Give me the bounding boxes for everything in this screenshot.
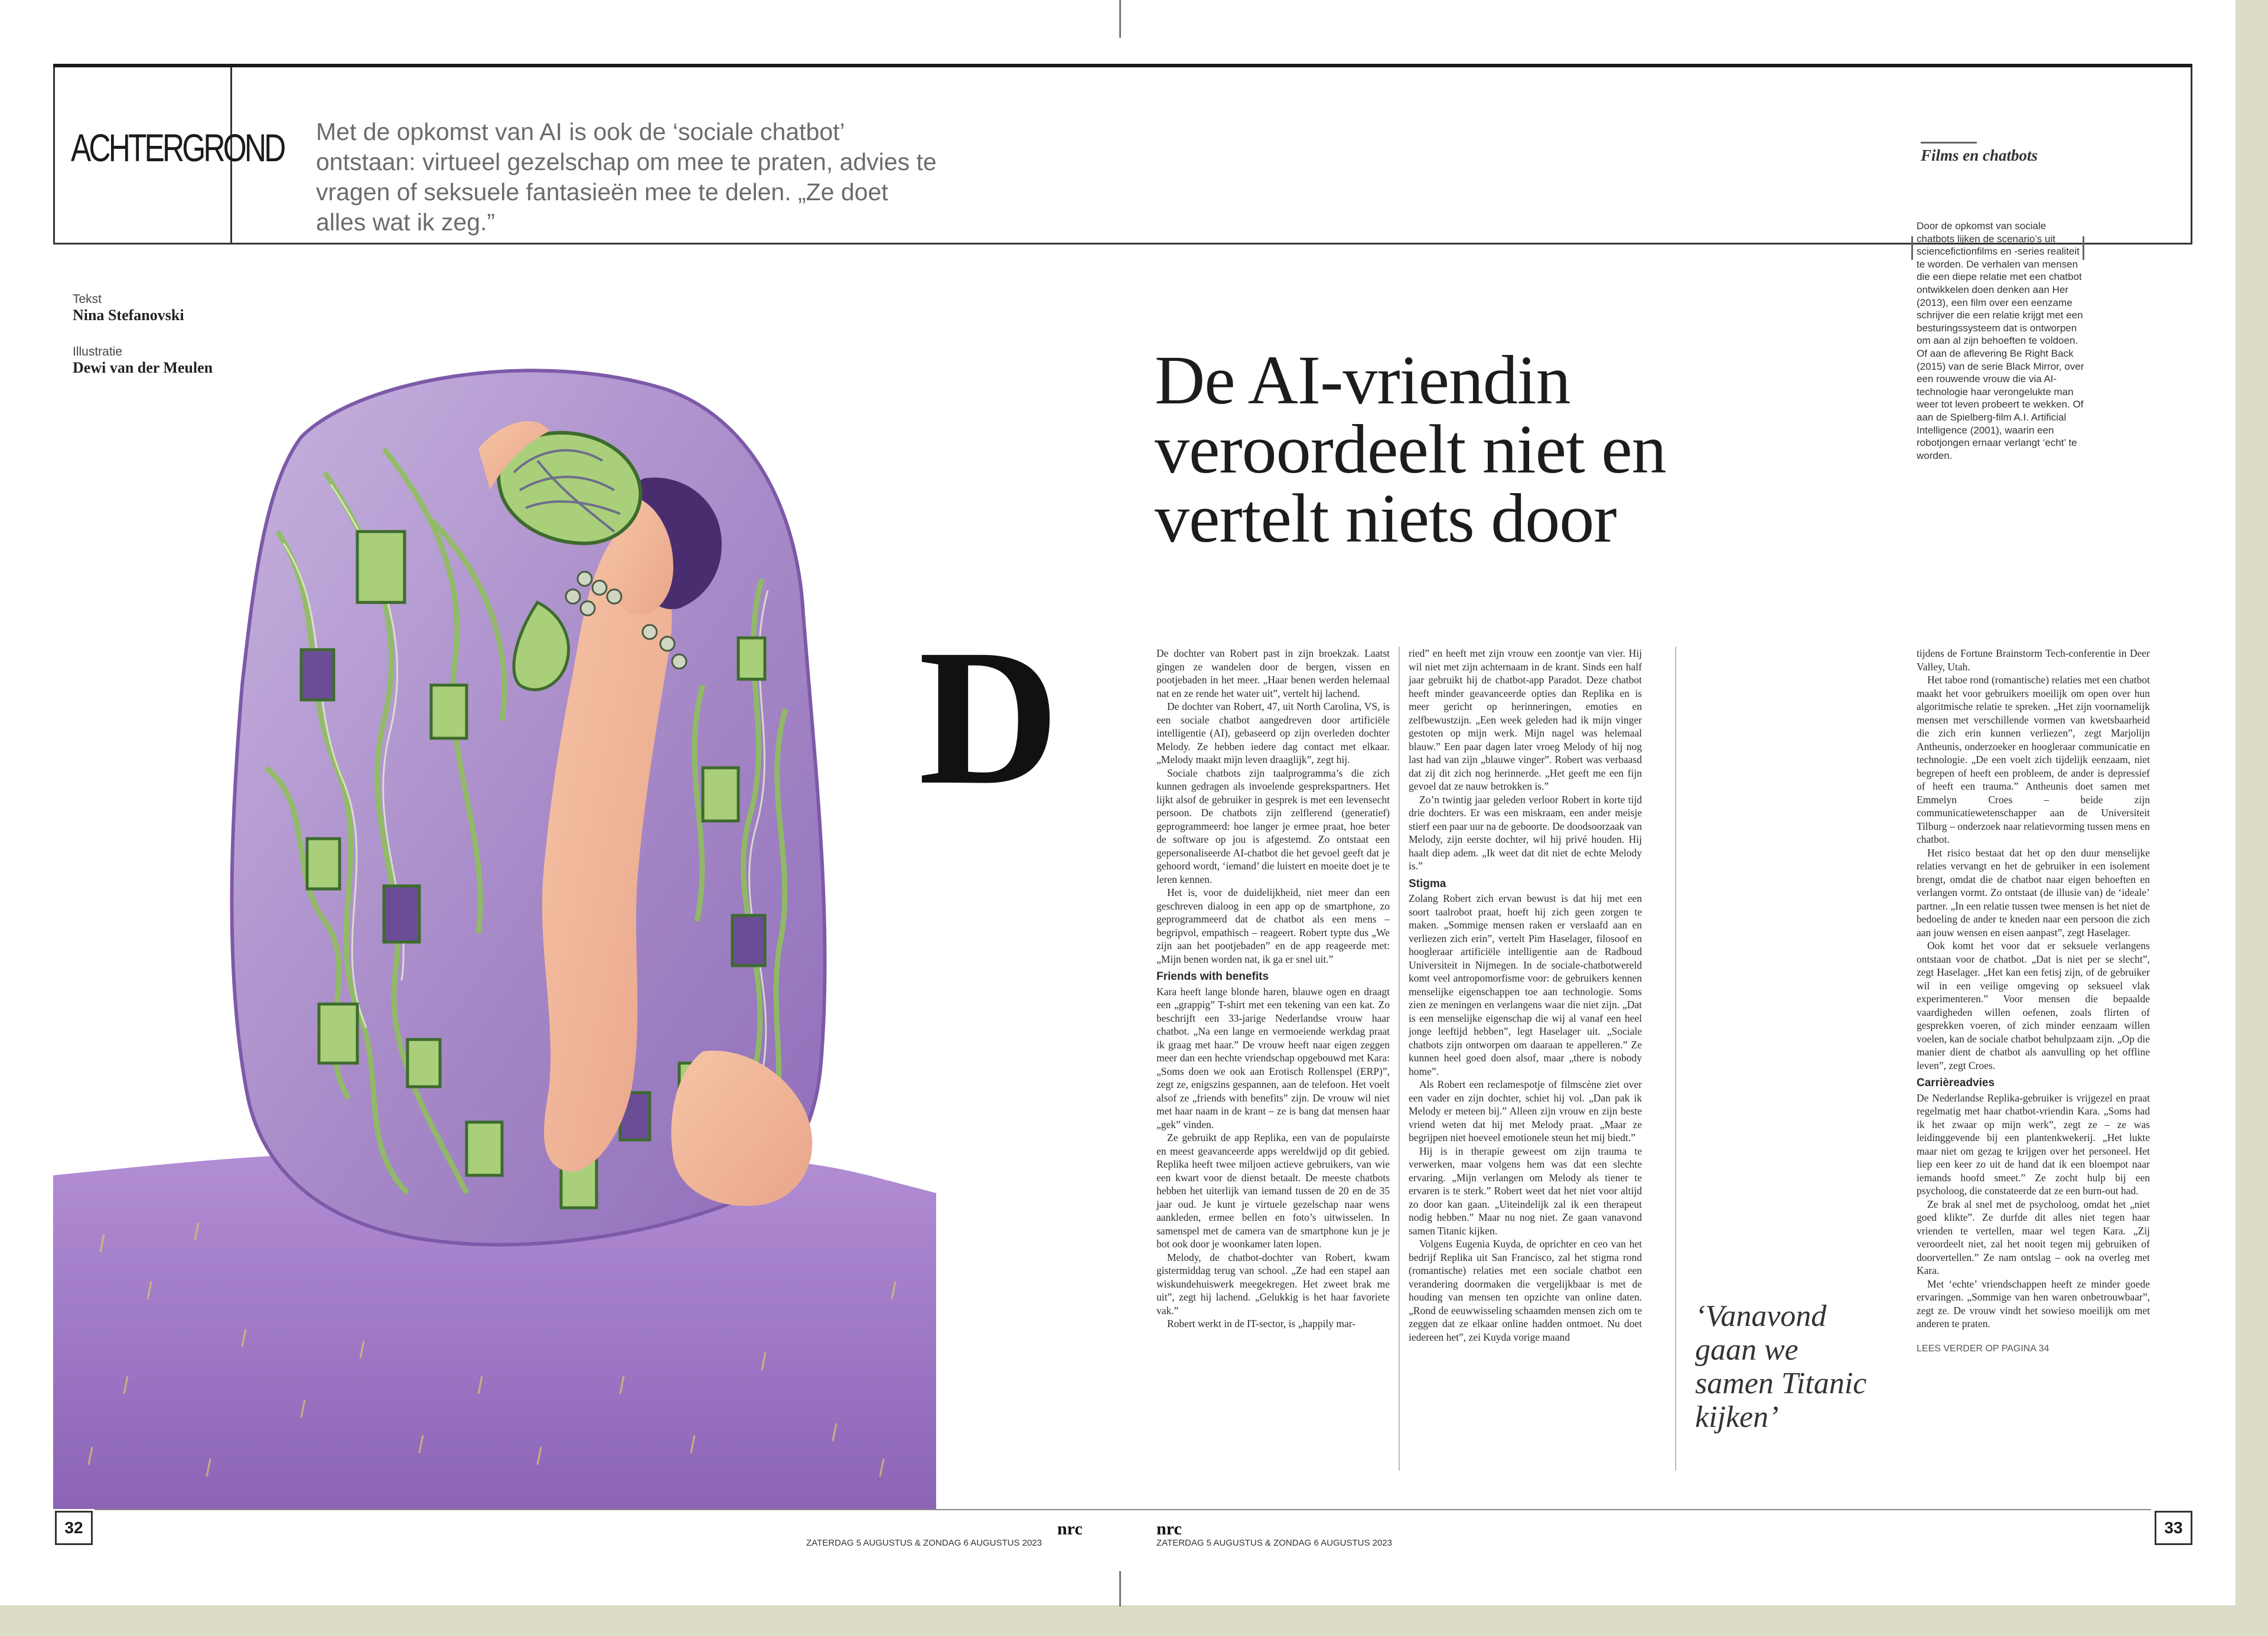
paragraph: Ze brak al snel met de psycholoog, omdat het „niet goed klikte”. Ze durfde dit alles niet tegen haar vrienden te vertellen, maar wel tegen Kara. „Zij veroordeelt niet, zal het nooit tegen mij gebruiken of doorvertellen.” Ze nam ontslag – ook na overleg met Kara. xyxy=(1917,1198,2150,1276)
subheading-carriereadvies: Carrièreadvies xyxy=(1917,1077,1995,1089)
paragraph: Robert werkt in de IT-sector, is „happily mar- xyxy=(1167,1318,1356,1329)
paragraph: Als Robert een reclamespotje of filmscène ziet over een vader en zijn dochter, schiet hij vol. „Dan pak ik Melody er meteen bij.” Alleen zijn vrouw en zijn beste vriend weten dat hij met Melody praat. „Maar ze begrijpen niet hoeveel emotionele steun het mij biedt.” xyxy=(1409,1078,1642,1143)
drop-cap: D xyxy=(918,610,1060,825)
section-label: ACHTERGROND xyxy=(71,126,284,170)
paragraph: ried” en heeft met zijn vrouw een zoontje van vier. Hij wil niet met zijn achternaam in de krant. Sinds een half jaar gebruikt hij de chatbot-app Paradot. Deze chatbot heeft minder geavanceerde opties dan Replika en is meer gericht op herinneringen, emoties en zelfbewustzijn. „Een week geleden had ik mijn vinger gestoten op mijn werk. Mijn nagel was helemaal blauw.” Een paar dagen later vroeg Melody of hij nog last had van zijn „blauwe vinger”. Robert was verbaasd dat zij dit zich nog herinnerde. „Het geeft me een fijn gevoel dat ze nauw betrokken is.” xyxy=(1409,647,1642,792)
paragraph: Melody, de chatbot-dochter van Robert, kwam gistermiddag terug van school. „Ze had een stapel aan wiskundehuiswerk meegekregen. Het zweet brak me uit”, zegt hij lachend. „Gelukkig is het haar favoriete vak.” xyxy=(1156,1251,1390,1316)
paragraph: De dochter van Robert past in zijn broekzak. Laatst gingen ze wandelen door de bergen, vissen en pootjebaden in het meer. „Haar benen werden helemaal nat en ze rende het water uit”, vertelt hij lachend. xyxy=(1156,647,1390,699)
paragraph: Het taboe rond (romantische) relaties met een chatbot maakt het voor gebruikers moeilijk om open over hun algoritmische relatie te spreken. „Het zijn voornamelijk mensen met verschillende vormen van kwetsbaarheid die zich erin kunnen verliezen”, zegt Marjolijn Antheunis, onderzoeker en hoogleraar communicatie en technologie. „De een voelt zich tijdelijk eenzaam, niet begrepen of heeft een probleem, de ander is depressief of heeft een trauma.” Antheunis doet samen met Emmelyn Croes – beide zijn communicatiewetenschapper aan de Universiteit Tilburg – onderzoek naar relatievorming tussen mens en chatbot. xyxy=(1917,674,2150,845)
paragraph: Ook komt het voor dat er seksuele verlangens ontstaan voor de chatbot. „Dat is niet per se slecht”, zegt Haselager. „Het kan een fetisj zijn, of de gebruiker wil in een veilige omgeving op seksueel vlak experimenteren.” Voor mensen die bepaalde vaardigheden willen oefenen, zoals flirten of gesprekken voeren, of zich minder eenzaam willen voelen, kan de sociale chatbot behulpzaam zijn. „Op die manier dient de chatbot als aanvulling op het offline leven”, zegt Croes. xyxy=(1917,940,2150,1071)
pull-quote: ‘Vanavond gaan we samen Titanic kijken’ xyxy=(1695,1299,1867,1434)
text-credit-label: Tekst xyxy=(73,292,102,306)
article-column-3 xyxy=(1917,647,2150,1355)
sidebar-rule xyxy=(1921,142,1977,144)
footer-date-left: ZATERDAG 5 AUGUSTUS & ZONDAG 6 AUGUSTUS 2023 xyxy=(806,1538,1042,1548)
paragraph: De Nederlandse Replika-gebruiker is vrijgezel en praat regelmatig met haar chatbot-vriendin Kara. „Soms had ik het zwaar op mijn werk”, zegt ze – ze was leidinggevende bij een plantenkwekerij. „Het lukte maar niet om gezag te krijgen over het personeel. Het liep een keer zo uit de hand dat ik een bloempot naar iemands hoofd smeet.” Ze zocht hulp bij een psycholoog, die constateerde dat ze een burn-out had. xyxy=(1917,1091,2150,1197)
continued-on-page-link[interactable]: LEES VERDER OP PAGINA 34 xyxy=(1917,1343,2049,1354)
author-name: Nina Stefanovski xyxy=(73,307,184,324)
sidebar-text: Door de opkomst van sociale chatbots lijken de scenario’s uit sciencefictionfilms en -series realiteit te worden. De verhalen van mensen die een diepe relatie met een chatbot ontwikkelen doen denken aan Her (2013), een film over een eenzame schrijver die een relatie krijgt met een besturingssysteem dat is ontworpen om aan al zijn behoeften te voldoen. Of aan de aflevering Be Right Back (2015) van de serie Black Mirror, over een rouwende vrouw die via AI-technologie haar verongelukte man weer tot leven probeert te wekken. Of aan de Spielberg-film A.I. Artificial Intelligence (2001), waarin een robotjongen ernaar verlangt ‘echt’ te worden. xyxy=(1917,220,2084,461)
nrc-logo-right: nrc xyxy=(1156,1519,1182,1539)
paragraph: Hij is in therapie geweest om zijn trauma te verwerken, maar volgens hem was dat een slechte ervaring. „Mijn verlangen om Melody als tiener te ervaren is te sterk.” Robert weet dat het niet voor altijd zo door kan gaan. „Uiteindelijk zal ik een therapeut nodig hebben.” Maar nu nog niet. Ze gaan vanavond samen Titanic kijken. xyxy=(1409,1145,1642,1237)
paragraph: Volgens Eugenia Kuyda, de oprichter en ceo van het bedrijf Replika uit San Francisco, zal het stigma rond (romantische) relaties met een sociale chatbot een verandering doormaken die vergelijkbaar is met de houding van mensen ten opzichte van online daten. „Rond de eeuwwisseling schaamden mensen zich om te zeggen dat ze elkaar online hadden ontmoet. Nu doet iedereen het”, zei Kuyda vorige maand xyxy=(1409,1238,1642,1343)
paragraph: Sociale chatbots zijn taalprogramma’s die zich kunnen gedragen als invoelende gesprekspartners. Het lijkt alsof de gebruiker in gesprek is met een levensecht persoon. De chatbots zijn zelflerend (generatief) geprogrammeerd: hoe langer je ermee praat, hoe beter de software op jou is afgestemd. Zo ontstaat een gepersonaliseerde AI-chatbot die het gevoel geeft dat je gehoord wordt, ‘iemand’ die luistert en moeite doet je te leren kennen. xyxy=(1156,767,1390,885)
illustration-credit-label: Illustratie xyxy=(73,345,123,359)
paragraph: Zo’n twintig jaar geleden verloor Robert in korte tijd drie dochters. Er was een miskraam, een ander meisje stierf een paar uur na de geboorte. De doodsoorzaak van Melody, zijn eerste dochter, wil hij privé houden. Hij haalt diep adem. „Ik weet dat dit niet de echte Melody is.” xyxy=(1409,793,1642,872)
page-number-right: 33 xyxy=(2155,1511,2192,1545)
page-fold-mark-top xyxy=(1119,0,1121,38)
article-column-1 xyxy=(1156,647,1390,1331)
footer-rule xyxy=(94,1509,2151,1510)
sidebar-title: Films en chatbots xyxy=(1921,146,2038,164)
illustration-embracing-figure xyxy=(53,354,936,1509)
page-number-left: 32 xyxy=(55,1511,93,1545)
article-column-2 xyxy=(1409,647,1642,1344)
background-frame-right xyxy=(2236,0,2268,1636)
paragraph: tijdens de Fortune Brainstorm Tech-conferentie in Deer Valley, Utah. xyxy=(1917,647,2150,673)
paragraph: Het risico bestaat dat het op den duur menselijke relaties vervangt en het de gebruiker in een isolement brengt, omdat die de chatbot naar eigen behoeften en verlangen vormt. Zo ontstaat (de illusie van) de ‘ideale’ partner. „In een relatie tussen twee mensen is het niet de bedoeling de ander te kneden naar een persoon die zich aan jouw wensen en eisen aanpast”, zegt Haselager. xyxy=(1917,846,2150,938)
background-frame-bottom xyxy=(0,1605,2268,1636)
paragraph: De dochter van Robert, 47, uit North Carolina, VS, is een sociale chatbot aangedreven door artificiële intelligentie (AI), gebaseerd op zijn overleden dochter Melody. Ze hebben iedere dag contact met elkaar. „Melody maakt mijn leven draaglijk”, zegt hij. xyxy=(1156,700,1390,765)
paragraph: Met ‘echte’ vriendschappen heeft ze minder goede ervaringen. „Sommige van hen waren onbetrouwbaar”, zegt ze. De vrouw vindt het sowieso moeilijk om met anderen te praten. xyxy=(1917,1277,2150,1329)
paragraph: Ze gebruikt de app Replika, een van de populairste en meest geavanceerde apps wereldwijd op dit gebied. Replika heeft twee miljoen actieve gebruikers, van wie een kwart voor de dienst betaalt. De meeste chatbots hebben het uiterlijk van iemand tussen de 20 en de 35 jaar oud. Je kunt je virtuele gezelschap naar wens aankleden, ermee bellen en foto’s uitwisselen. In samenspel met de camera van de smartphone kun je je bot ook door je woonkamer laten lopen. xyxy=(1156,1132,1390,1250)
column-rule xyxy=(1399,647,1400,1471)
column-rule xyxy=(1675,647,1676,1471)
footer-date-right: ZATERDAG 5 AUGUSTUS & ZONDAG 6 AUGUSTUS 2023 xyxy=(1156,1538,1392,1548)
page-fold-mark-bottom xyxy=(1119,1571,1121,1606)
sidebar-bracket-left xyxy=(1911,236,1913,260)
paragraph: Het is, voor de duidelijkheid, niet meer dan een geschreven dialoog in een app op de smartphone, zo geprogrammeerd dat de chatbot als een mens – begripvol, empathisch – reageert. Robert typte dus „We zijn aan het pootjebaden” en de app reageerde met: „Mijn benen worden nat, ik ga er snel uit.” xyxy=(1156,887,1390,965)
subheading-stigma: Stigma xyxy=(1409,877,1446,890)
headline: De AI-vriendin veroordeelt niet en vertelt niets door xyxy=(1155,341,1666,557)
paragraph: Zolang Robert zich ervan bewust is dat hij met een soort taalrobot praat, hoeft hij zich geen zorgen te maken. „Sommige mensen raken er verslaafd aan en verliezen zich erin”, vertelt Pim Haselager, filosoof en hoogleraar artificiële intelligentie aan de Radboud Universiteit in Nijmegen. In de sociale-chatbotwereld komt veel antropomorfisme voor: de gebruikers kennen menselijke eigenschappen toe aan technologie. Soms zien ze meningen en verlangens waar die niet zijn. „Dat is een menselijke eigenschap die wij al vanaf een heel jonge leeftijd hebben”, legt Haselager uit. „Sociale chatbots zijn ontworpen om daaraan te appelleren.” Ze kunnen heel goed doen alsof, maar „there is nobody home”. xyxy=(1409,892,1642,1077)
illustrator-name: Dewi van der Meulen xyxy=(73,359,213,376)
subheading-friends-with-benefits: Friends with benefits xyxy=(1156,970,1269,983)
intro-text: Met de opkomst van AI is ook de ‘sociale chatbot’ ontstaan: virtueel gezelschap om mee te praten, advies te vragen of seksuele fantasieën mee te delen. „Ze doet alles wat ik zeg.” xyxy=(316,118,937,236)
nrc-logo-left: nrc xyxy=(1057,1519,1083,1539)
paragraph: Kara heeft lange blonde haren, blauwe ogen en draagt een „grappig” T-shirt met een tekening van een kat. Zo beschrijft een 33-jarige Nederlandse vrouw haar chatbot. „Na een lange en vermoeiende werkdag praat ik graag met haar.” De vrouw heeft naar eigen zeggen meer dan een hechte vriendschap opgebouwd met Kara: „Soms doen we ook aan Erotisch Rollenspel (ERP)”, zegt ze, enigszins gespannen, aan de telefoon. Het voelt alsof ze „friends with benefits” zijn. De vrouw wil niet met haar naam in de krant – ze is bang dat mensen haar „gek” vinden. xyxy=(1156,985,1390,1130)
